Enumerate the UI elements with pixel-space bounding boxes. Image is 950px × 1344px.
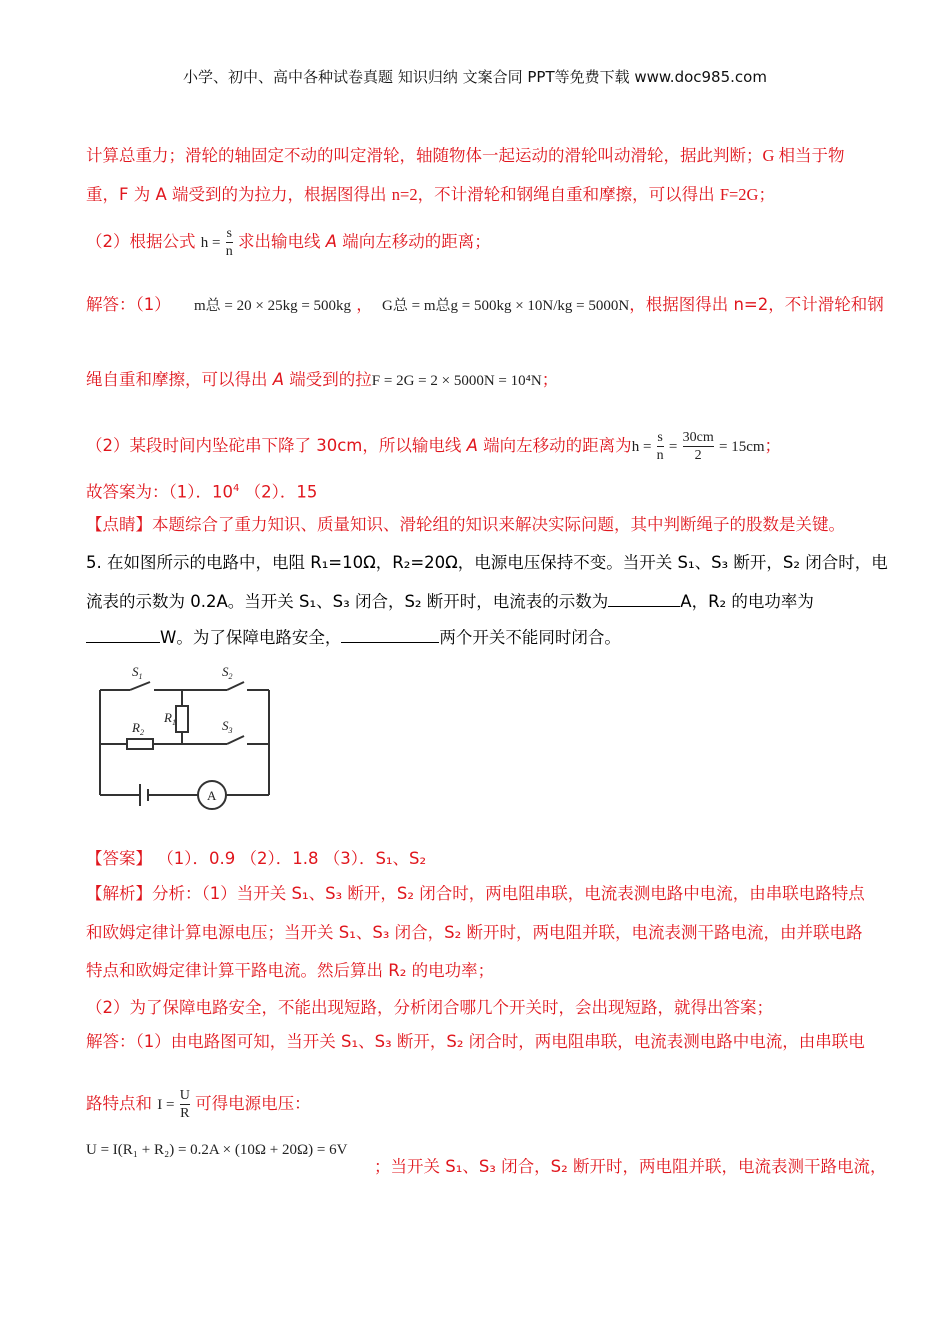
analysis-equation: U = I(R₁ + R₂) = 0.2A × (10Ω + 20Ω) = 6V — [86, 1142, 348, 1158]
analysis-line-5: 解答：（1）由电路图可知，当开关 S₁、S₃ 断开，S₂ 闭合时，两电阻串联，电流表测电路中电流，由串联电 — [86, 1032, 865, 1051]
fraction-s-over-n: $\frac{s}{n}$ — [225, 226, 233, 259]
answer-blank-3[interactable] — [341, 626, 439, 643]
resistor-r2 — [127, 739, 153, 749]
answer-blank-1[interactable] — [608, 590, 680, 607]
resistor-r1 — [176, 706, 188, 732]
solution-line-1: 计算总重力；滑轮的轴固定不动的叫定滑轮，轴随物体一起运动的滑轮叫动滑轮，据此判断；G 相当于物 — [86, 146, 845, 165]
question-5-line-1: 5. 在如图所示的电路中，电阻 R₁=10Ω，R₂=20Ω，电源电压保持不变。当开关 S₁、S₃ 断开，S₂ 闭合时，电 — [86, 553, 888, 572]
label-s1: $S_1$ — [132, 664, 143, 681]
analysis-line-7: ；当开关 S₁、S₃ 闭合，S₂ 断开时，两电阻并联，电流表测干路电流， — [374, 1157, 887, 1176]
label-r2: $R_2$ — [132, 720, 144, 737]
final-answer-line: 故答案为：（1）．$10^4$ （2）．15 — [86, 482, 318, 502]
analysis-line-6: 路特点和 I = $\frac{U}{R}$ 可得电源电压： — [86, 1088, 311, 1121]
label-s3: $S_3$ — [222, 718, 233, 735]
question-5-line-3: W。为了保障电路安全， 两个开关不能同时闭合。 — [86, 626, 876, 649]
key-point-line: 【点睛】本题综合了重力知识、质量知识、滑轮组的知识来解决实际问题，其中判断绳子的股数是关键。 — [86, 515, 845, 534]
formula-hint-line: （2）根据公式 h = $\frac{s}{n}$ 求出输电线 A 端向左移动的距离； — [86, 226, 491, 259]
analysis-line-1: 【解析】分析：（1）当开关 S₁、S₃ 断开，S₂ 闭合时，两电阻串联，电流表测电路中电流，由串联电路特点 — [86, 884, 865, 903]
fraction-30cm-over-2: $\frac{30cm}{2}$ — [682, 430, 714, 463]
fraction-s-over-n: $\frac{s}{n}$ — [656, 430, 664, 463]
solution-line-2: 重，F 为 A 端受到的为拉力，根据图得出 n=2，不计滑轮和钢绳自重和摩擦，可以得出 F=2G； — [86, 185, 775, 204]
switch-s1 — [130, 682, 150, 690]
question-5-line-2: 流表的示数为 0.2A。当开关 S₁、S₃ 闭合，S₂ 断开时，电流表的示数为 A，R₂ 的电功率为 — [86, 592, 814, 611]
answer-line: 【答案】 （1）．0.9 （2）．1.8 （3）．S₁、S₂ — [86, 849, 427, 868]
force-result-line: 绳自重和摩擦，可以得出 A 端受到的拉F = 2G = 2 × 5000N = 10⁴N； — [86, 370, 559, 389]
answer-part1-line: 解答：（1） m总 = 20 × 25kg = 500kg ， G总 = m总g = 500kg × 10N/kg = 5000N，根据图得出 n=2，不计滑轮和钢 — [86, 295, 884, 314]
switch-s2 — [227, 682, 244, 690]
label-r1: $R_1$ — [164, 710, 176, 727]
fraction-u-over-r: $\frac{U}{R}$ — [179, 1088, 190, 1121]
switch-s3 — [227, 736, 244, 744]
label-s2: $S_2$ — [222, 664, 233, 681]
analysis-line-4: （2）为了保障电路安全，不能出现短路，分析闭合哪几个开关时，会出现短路，就得出答案； — [86, 998, 773, 1017]
page-header: 小学、初中、高中各种试卷真题 知识归纳 文案合同 PPT等免费下载 www.doc985.com — [183, 68, 767, 86]
analysis-line-3: 特点和欧姆定律计算干路电流。然后算出 R₂ 的电功率； — [86, 961, 495, 980]
answer-blank-2[interactable] — [86, 626, 160, 643]
distance-result-line: （2）某段时间内坠砣串下降了 30cm，所以输电线 A 端向左移动的距离为h = $\frac{s}{n}$ = $\frac{30cm}{2}$ = 15cm； — [86, 430, 782, 463]
analysis-line-2: 和欧姆定律计算电源电压；当开关 S₁、S₃ 闭合，S₂ 断开时，两电阻并联，电流表测干路电流，由并联电路 — [86, 923, 863, 942]
label-ammeter: A — [207, 788, 217, 803]
circuit-diagram — [92, 660, 277, 810]
